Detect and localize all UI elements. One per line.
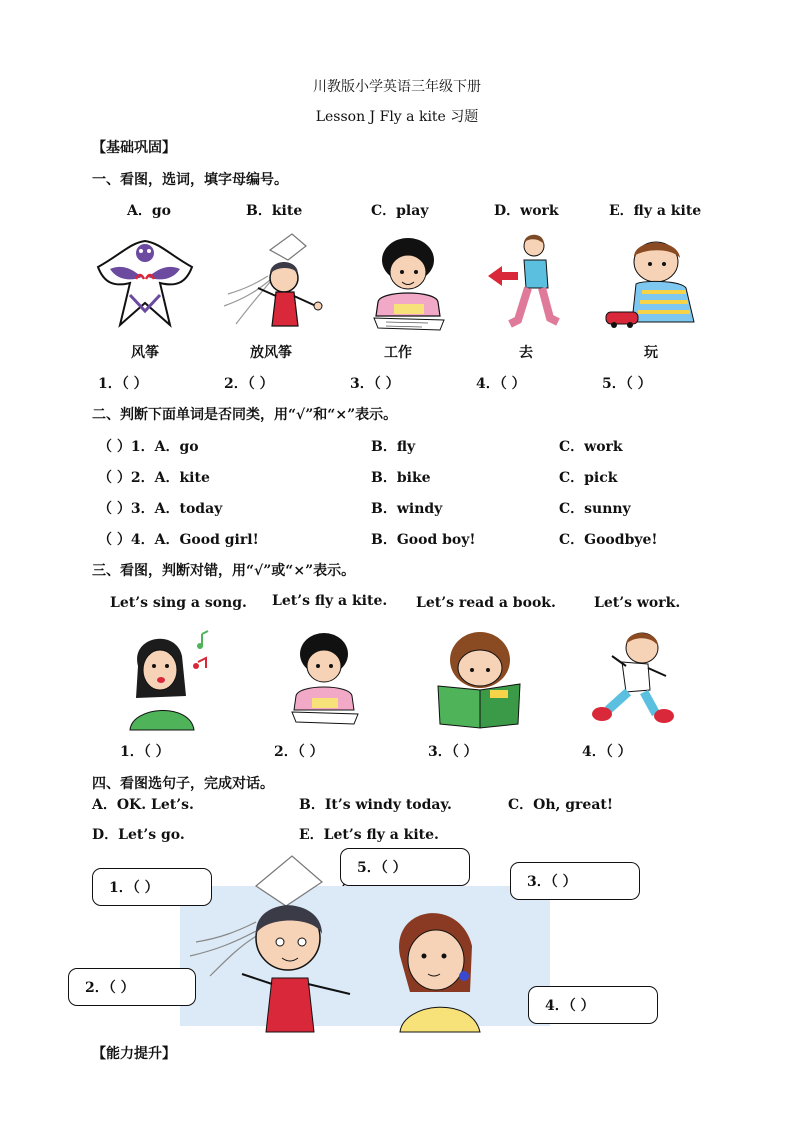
boy-playing-car-icon [602,232,702,330]
q2-row-3-a[interactable]: （ ）3．A．today [98,501,223,517]
document-subtitle: Lesson J Fly a kite 习题 [315,109,479,125]
q2-row-4-c: C．Goodbye! [559,532,658,548]
section-basic-heading: 【基础巩固】 [92,140,176,156]
swallow-kite-icon [90,233,200,329]
bubble-5-text: 5．（ ） [357,860,407,876]
q4-heading: 四、看图选句子，完成对话。 [92,776,274,792]
q3-sentence-1: Let’s sing a song. [110,595,247,611]
q3-blank-1[interactable]: 1．（ ） [120,744,170,760]
q3-blank-4[interactable]: 4．（ ） [582,744,632,760]
q1-blank-3[interactable]: 3．（ ） [350,376,400,392]
bubble-4[interactable] [528,986,658,1024]
q1-blank-5[interactable]: 5．（ ） [602,376,652,392]
q3-sentence-3: Let’s read a book. [416,595,556,611]
q1-caption-5: 玩 [644,345,658,361]
q1-option-b: B．kite [246,203,303,219]
q1-blank-4[interactable]: 4．（ ） [476,376,526,392]
q1-option-c: C．play [371,203,429,219]
q1-option-d: D．work [494,203,559,219]
q1-caption-1: 风筝 [131,345,159,361]
q4-option-a: A．OK. Let’s. [92,797,194,813]
q2-row-1-a[interactable]: （ ）1．A．go [98,439,199,455]
boy-flying-kite-icon [218,232,328,330]
q1-option-a: A．go [127,203,171,219]
girl-singing-icon [120,626,216,732]
q4-option-c: C．Oh, great! [508,797,614,813]
q4-option-e: E．Let’s fly a kite. [299,827,439,843]
q2-row-3-c: C．sunny [559,501,631,517]
q3-blank-2[interactable]: 2．（ ） [274,744,324,760]
boy-walking-arrow-icon [484,230,564,332]
bubble-3-text: 3．（ ） [527,874,577,890]
q3-sentence-4: Let’s work. [594,595,681,611]
q1-caption-2: 放风筝 [250,345,292,361]
q1-heading: 一、看图，选词，填字母编号。 [92,172,288,188]
bubble-1[interactable] [92,868,212,906]
bubble-2-text: 2．（ ） [85,980,135,996]
q2-row-2-b: B．bike [371,470,431,486]
q2-row-2-a[interactable]: （ ）2．A．kite [98,470,210,486]
q2-row-3-b: B．windy [371,501,443,517]
boy-running-icon [582,626,678,732]
q1-option-e: E．fly a kite [609,203,702,219]
q1-blank-1[interactable]: 1．（ ） [98,376,148,392]
document-title: 川教版小学英语三年级下册 [313,79,481,95]
q1-caption-4: 去 [519,345,533,361]
q4-option-b: B．It’s windy today. [299,797,452,813]
q2-row-2-c: C．pick [559,470,618,486]
section-advanced-heading: 【能力提升】 [92,1046,176,1062]
q3-sentence-2: Let’s fly a kite. [272,593,388,609]
bubble-4-text: 4．（ ） [545,998,595,1014]
q2-row-1-c: C．work [559,439,623,455]
q2-heading: 二、判断下面单词是否同类，用“√”和“×”表示。 [92,407,398,423]
q3-blank-3[interactable]: 3．（ ） [428,744,478,760]
boy-reading-book-icon [434,624,524,730]
bubble-1-text: 1．（ ） [109,880,159,896]
q2-row-1-b: B．fly [371,439,416,455]
boy-writing-icon-2 [284,626,364,730]
bubble-5[interactable] [340,848,470,886]
q4-option-d: D．Let’s go. [92,827,185,843]
boy-writing-icon [364,232,454,330]
q2-row-4-a[interactable]: （ ）4．A．Good girl! [98,532,259,548]
q3-heading: 三、看图，判断对错，用“√”或“×”表示。 [92,563,356,579]
bubble-2[interactable] [68,968,196,1006]
q2-row-4-b: B．Good boy! [371,532,476,548]
q1-caption-3: 工作 [384,345,412,361]
q1-blank-2[interactable]: 2．（ ） [224,376,274,392]
bubble-3[interactable] [510,862,640,900]
